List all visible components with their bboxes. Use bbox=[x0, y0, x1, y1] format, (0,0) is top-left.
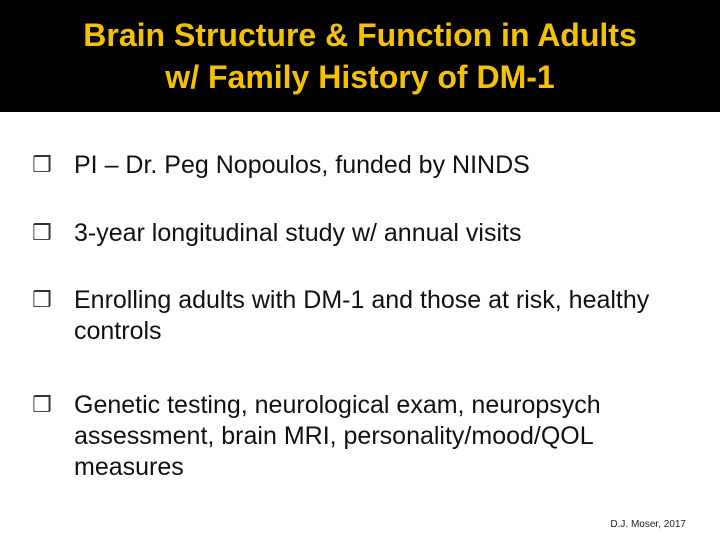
bullet-text: Enrolling adults with DM-1 and those at risk, healthy controls bbox=[74, 286, 650, 345]
bullet-item-pi bbox=[30, 150, 530, 181]
bullet-text: 3-year longitudinal study w/ annual visits bbox=[74, 219, 522, 247]
bullet-marker-icon: ❒ bbox=[32, 393, 52, 418]
slide-title-line-1: Brain Structure & Function in Adults bbox=[83, 17, 637, 53]
slide-title-line-2: w/ Family History of DM-1 bbox=[165, 59, 555, 95]
bullet-text: Genetic testing, neurological exam, neuropsych assessment, brain MRI, personality/mood/QOL measures bbox=[74, 391, 601, 481]
title-band bbox=[0, 0, 720, 112]
bullet-item-enrolling bbox=[30, 285, 700, 347]
bullet-marker-icon: ❒ bbox=[32, 221, 52, 246]
bullet-marker-icon: ❒ bbox=[32, 288, 52, 313]
bullet-item-measures bbox=[30, 390, 700, 483]
slide-footer: D.J. Moser, 2017 bbox=[610, 519, 686, 530]
bullet-text: PI – Dr. Peg Nopoulos, funded by NINDS bbox=[74, 151, 530, 179]
bullet-item-study bbox=[30, 218, 521, 249]
bullet-marker-icon: ❒ bbox=[32, 153, 52, 178]
